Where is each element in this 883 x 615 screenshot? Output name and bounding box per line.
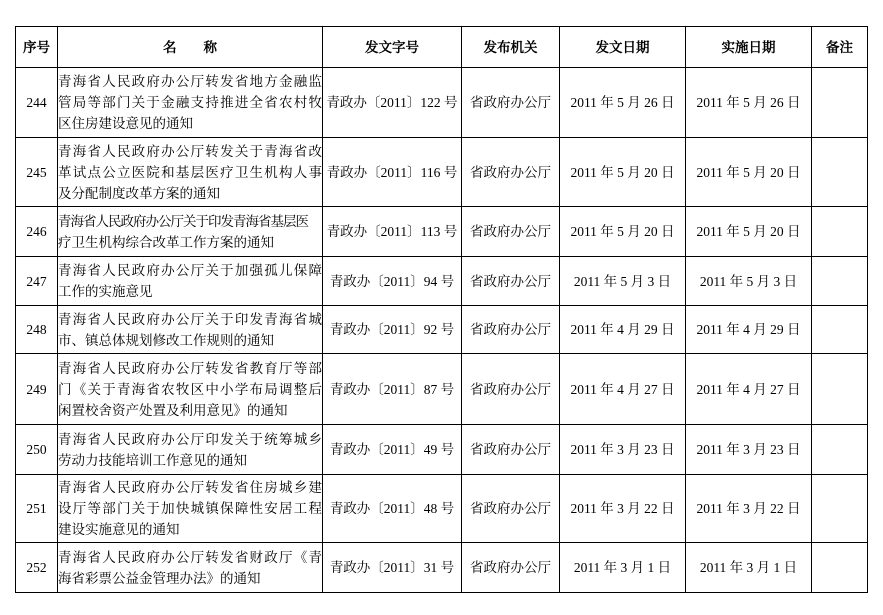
header-issue-date: 发文日期 [560, 27, 686, 68]
cell-effective-date: 2011 年 5 月 26 日 [686, 68, 812, 138]
cell-effective-date: 2011 年 3 月 22 日 [686, 475, 812, 543]
cell-no: 248 [16, 306, 58, 354]
header-issuer: 发布机关 [462, 27, 560, 68]
table-row [16, 354, 868, 425]
cell-issue-date: 2011 年 5 月 20 日 [560, 207, 686, 257]
cell-no: 251 [16, 475, 58, 543]
cell-no: 252 [16, 543, 58, 593]
name-line: 门《关于青海省农牧区中小学布局调整后 [58, 381, 322, 397]
cell-effective-date: 2011 年 4 月 29 日 [686, 306, 812, 354]
header-remarks: 备注 [812, 27, 868, 68]
cell-effective-date: 2011 年 5 月 3 日 [686, 257, 812, 306]
header-name: 名 称 [58, 27, 323, 68]
cell-remarks [812, 68, 868, 138]
cell-no: 245 [16, 138, 58, 207]
cell-issue-date: 2011 年 5 月 20 日 [560, 138, 686, 207]
table-row [16, 207, 868, 257]
cell-name [58, 257, 323, 306]
table-row [16, 306, 868, 354]
cell-remarks [812, 425, 868, 475]
cell-effective-date: 2011 年 4 月 27 日 [686, 354, 812, 425]
cell-remarks [812, 138, 868, 207]
header-no: 序号 [16, 27, 58, 68]
table-row [16, 475, 868, 543]
cell-doc-number: 青政办〔2011〕49 号 [323, 425, 462, 475]
cell-name [58, 306, 323, 354]
table-header-row [16, 27, 868, 68]
header-effective-date: 实施日期 [686, 27, 812, 68]
name-line: 革试点公立医院和基层医疗卫生机构人事 [58, 164, 322, 180]
cell-name [58, 207, 323, 257]
cell-remarks [812, 306, 868, 354]
name-line: 建设实施意见的通知 [58, 522, 180, 537]
name-line: 青海省人民政府办公厅转发省财政厅《青 [58, 549, 322, 565]
cell-name [58, 425, 323, 475]
cell-doc-number: 青政办〔2011〕94 号 [323, 257, 462, 306]
name-line: 及分配制度改革方案的通知 [58, 185, 220, 201]
document-table [15, 26, 868, 593]
cell-no: 249 [16, 354, 58, 425]
cell-issuer: 省政府办公厅 [462, 207, 560, 257]
cell-no: 250 [16, 425, 58, 475]
cell-name [58, 475, 323, 543]
cell-no: 247 [16, 257, 58, 306]
cell-remarks [812, 354, 868, 425]
table-row [16, 138, 868, 207]
cell-issuer: 省政府办公厅 [462, 68, 560, 138]
cell-issue-date: 2011 年 3 月 1 日 [560, 543, 686, 593]
cell-name [58, 68, 323, 138]
cell-issuer: 省政府办公厅 [462, 475, 560, 543]
cell-doc-number: 青政办〔2011〕116 号 [323, 138, 462, 207]
table-row [16, 543, 868, 593]
cell-effective-date: 2011 年 5 月 20 日 [686, 207, 812, 257]
name-line: 设厅等部门关于加快城镇保障性安居工程 [58, 501, 322, 516]
name-line: 海省彩票公益金管理办法》的通知 [58, 570, 261, 586]
cell-effective-date: 2011 年 3 月 1 日 [686, 543, 812, 593]
cell-remarks [812, 207, 868, 257]
table-row [16, 68, 868, 138]
name-line: 市、镇总体规划修改工作规则的通知 [58, 332, 274, 348]
name-line: 管局等部门关于金融支持推进全省农村牧 [58, 95, 322, 110]
cell-issue-date: 2011 年 3 月 22 日 [560, 475, 686, 543]
cell-issue-date: 2011 年 3 月 23 日 [560, 425, 686, 475]
cell-name [58, 354, 323, 425]
name-line: 疗卫生机构综合改革工作方案的通知 [58, 234, 274, 250]
cell-issuer: 省政府办公厅 [462, 257, 560, 306]
table-row [16, 257, 868, 306]
cell-remarks [812, 543, 868, 593]
name-line: 青海省人民政府办公厅关于印发青海省基层医 [58, 213, 308, 229]
name-line: 区住房建设意见的通知 [58, 116, 193, 131]
cell-issue-date: 2011 年 5 月 3 日 [560, 257, 686, 306]
cell-issuer: 省政府办公厅 [462, 306, 560, 354]
name-line: 劳动力技能培训工作意见的通知 [58, 452, 247, 468]
name-line: 青海省人民政府办公厅印发关于统筹城乡 [58, 431, 322, 447]
cell-doc-number: 青政办〔2011〕31 号 [323, 543, 462, 593]
cell-issue-date: 2011 年 4 月 27 日 [560, 354, 686, 425]
name-line: 青海省人民政府办公厅关于印发青海省城 [58, 311, 322, 327]
cell-issuer: 省政府办公厅 [462, 354, 560, 425]
cell-issuer: 省政府办公厅 [462, 425, 560, 475]
cell-remarks [812, 257, 868, 306]
table-row [16, 425, 868, 475]
name-line: 闲置校舍资产处置及利用意见》的通知 [58, 402, 288, 418]
cell-effective-date: 2011 年 3 月 23 日 [686, 425, 812, 475]
name-line: 青海省人民政府办公厅转发省住房城乡建 [58, 480, 322, 495]
cell-no: 244 [16, 68, 58, 138]
cell-name [58, 543, 323, 593]
cell-doc-number: 青政办〔2011〕87 号 [323, 354, 462, 425]
cell-doc-number: 青政办〔2011〕113 号 [323, 207, 462, 257]
cell-issuer: 省政府办公厅 [462, 543, 560, 593]
cell-doc-number: 青政办〔2011〕48 号 [323, 475, 462, 543]
cell-no: 246 [16, 207, 58, 257]
name-line: 工作的实施意见 [58, 284, 153, 299]
name-line: 青海省人民政府办公厅关于加强孤儿保障 [58, 263, 322, 278]
name-line: 青海省人民政府办公厅转发关于青海省改 [58, 143, 322, 159]
cell-issue-date: 2011 年 4 月 29 日 [560, 306, 686, 354]
cell-issue-date: 2011 年 5 月 26 日 [560, 68, 686, 138]
cell-name [58, 138, 323, 207]
cell-remarks [812, 475, 868, 543]
header-doc-number: 发文字号 [323, 27, 462, 68]
cell-issuer: 省政府办公厅 [462, 138, 560, 207]
name-line: 青海省人民政府办公厅转发省教育厅等部 [58, 360, 322, 376]
cell-effective-date: 2011 年 5 月 20 日 [686, 138, 812, 207]
cell-doc-number: 青政办〔2011〕92 号 [323, 306, 462, 354]
cell-doc-number: 青政办〔2011〕122 号 [323, 68, 462, 138]
name-line: 青海省人民政府办公厅转发省地方金融监 [58, 74, 322, 89]
